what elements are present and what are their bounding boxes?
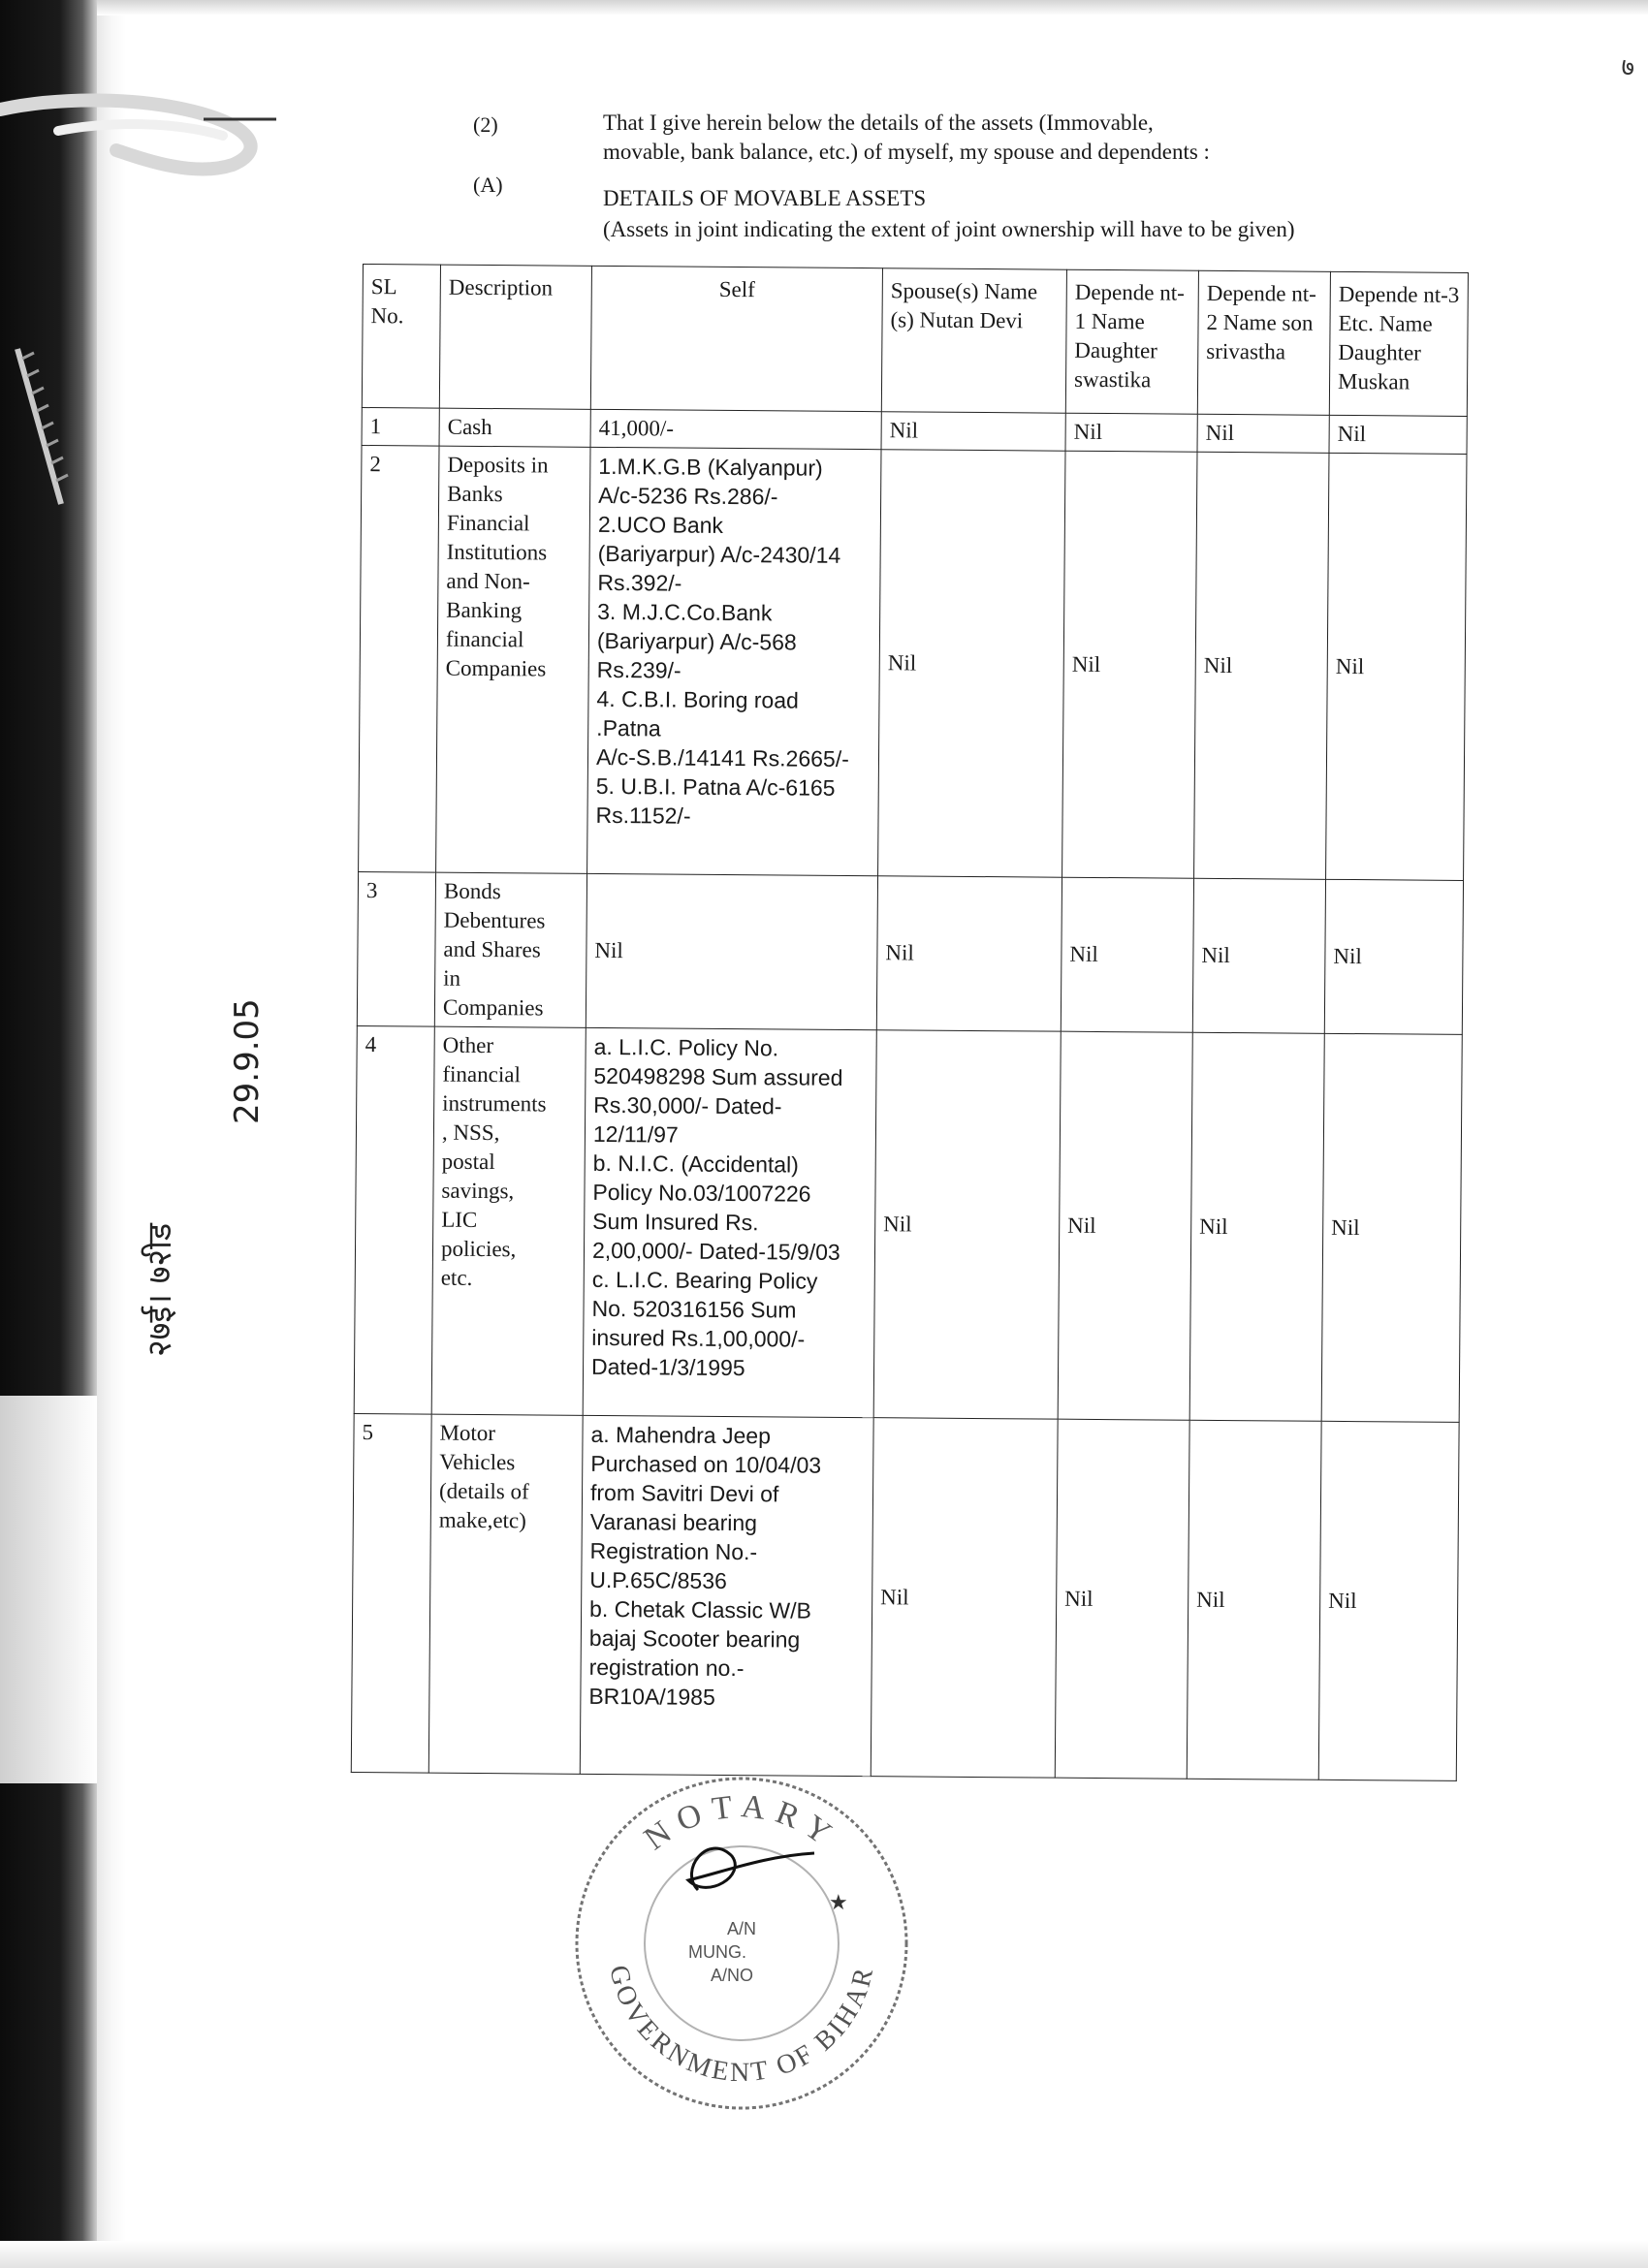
cell-sl: 3 [357, 871, 435, 1026]
cell-description: Deposits in Banks Financial Institutions and Non- Banking financial Companies [436, 446, 590, 873]
handwritten-margin-date: 29.9.05 [228, 998, 267, 1124]
cell-dependent-3: Nil [1326, 453, 1467, 880]
cell-self: 1.M.K.G.B (Kalyanpur) A/c-5236 Rs.286/- 2.UCO Bank (Bariyarpur) A/c-2430/14 Rs.392/- 3. M.J.C.Co.Bank (Bariyarpur) A/c-568 Rs.239/- 4. C.B.I. Boring road .Patna A/c-S.B./14141 Rs.2665/- 5. U.B.I. Patna A/c-6165 Rs.1152/- [587, 447, 881, 875]
table-header-row [362, 265, 1468, 417]
cell-description: Motor Vehicles (details of make,etc) [428, 1414, 583, 1774]
cell-sl: 2 [359, 445, 439, 872]
cell-dependent-1: Nil [1058, 1031, 1192, 1420]
cell-sl: 1 [362, 407, 439, 446]
underlying-paper-edge [0, 1396, 97, 1783]
cell-self: a. L.I.C. Policy No. 520498298 Sum assured Rs.30,000/- Dated- 12/11/97 b. N.I.C. (Accidental) Policy No.03/1007226 Sum Insured Rs. 2,00,000/- Dated-15/9/03 c. L.I.C. Bearing Policy No. 520316156 Sum insured Rs.1,00,000/- Dated-1/3/1995 [583, 1027, 876, 1417]
col-header-spouse: Spouse(s) Name (s) Nutan Devi [881, 268, 1066, 413]
cell-dependent-3: Nil [1321, 1033, 1462, 1422]
item-number: (2) [473, 112, 498, 137]
cell-description: Cash [439, 408, 590, 447]
cell-spouse: Nil [878, 450, 1065, 877]
cell-dependent-2: Nil [1194, 452, 1329, 879]
cell-description: Other financial instruments , NSS, postal savings, LIC policies, etc. [431, 1026, 586, 1415]
col-header-dependent-2: Depende nt-2 Name son srivastha [1197, 270, 1330, 415]
stamp-top-text: NOTARY [637, 1788, 846, 1858]
cell-dependent-1: Nil [1065, 413, 1197, 452]
page-top-shadow [97, 0, 1648, 16]
cell-sl: 5 [351, 1413, 431, 1773]
col-header-dependent-3: Depende nt-3 Etc. Name Daughter Muskan [1329, 271, 1468, 416]
col-header-dependent-1: Depende nt-1 Name Daughter swastika [1065, 269, 1198, 414]
section-title: DETAILS OF MOVABLE ASSETS [603, 186, 927, 210]
section-note: (Assets in joint indicating the extent of joint ownership will have to be given) [603, 217, 1295, 241]
item-text-line-2: movable, bank balance, etc.) of myself, my spouse and dependents : [603, 140, 1210, 164]
cell-dependent-3: Nil [1329, 415, 1467, 454]
col-header-self: Self [590, 266, 882, 411]
cell-self: a. Mahendra Jeep Purchased on 10/04/03 from Savitri Devi of Varanasi bearing Registration No.- U.P.65C/8536 b. Chetak Classic W/B bajaj Scooter bearing registration no.- BR10A/1985 [580, 1415, 873, 1776]
cell-dependent-1: Nil [1055, 1419, 1189, 1779]
notary-signature [688, 1848, 814, 1890]
cell-dependent-3: Nil [1318, 1421, 1459, 1780]
page-bottom-shadow [0, 2241, 1648, 2268]
stamp-star-icon: ★ [829, 1890, 848, 1914]
col-header-sl: SL No. [362, 265, 440, 409]
notary-stamp-seal [562, 1764, 921, 2123]
cell-dependent-2: Nil [1192, 878, 1325, 1033]
stamp-bottom-text: GOVERNMENT OF BIHAR [603, 1962, 880, 2089]
section-number: (A) [473, 173, 503, 197]
cell-sl: 4 [354, 1025, 434, 1414]
binding-string-icon [0, 92, 291, 179]
table-row-motor-vehicles [351, 1413, 1459, 1780]
cell-dependent-2: Nil [1197, 414, 1329, 453]
stamp-center-line-3: A/NO [710, 1966, 754, 1985]
cell-description: Bonds Debentures and Shares in Companies [434, 872, 586, 1027]
col-header-description: Description [439, 265, 591, 409]
page-corner-mark: ७ [1621, 53, 1634, 81]
cell-dependent-3: Nil [1324, 879, 1463, 1034]
table-row-bonds [357, 871, 1463, 1034]
binding-coil-icon [8, 339, 76, 514]
cell-spouse: Nil [876, 876, 1062, 1031]
cell-spouse: Nil [873, 1030, 1061, 1419]
cell-spouse: Nil [881, 412, 1065, 451]
cell-dependent-2: Nil [1189, 1032, 1324, 1421]
cell-spouse: Nil [871, 1418, 1058, 1778]
cell-dependent-1: Nil [1061, 877, 1193, 1032]
table-row-deposits [359, 445, 1467, 880]
cell-self: 41,000/- [590, 409, 881, 449]
stamp-center-line-2: MUNG. [688, 1942, 746, 1962]
item-text-line-1: That I give herein below the details of the assets (Immovable, [603, 110, 1154, 135]
cell-dependent-1: Nil [1062, 451, 1197, 878]
table-row-other-instruments [354, 1025, 1462, 1422]
show-through-text [1347, 136, 1353, 161]
cell-dependent-2: Nil [1187, 1420, 1321, 1780]
stamp-center-line-1: A/N [726, 1919, 757, 1938]
handwritten-margin-note: २७ई। ७२ीड [141, 1222, 179, 1357]
cell-self: Nil [586, 873, 877, 1029]
movable-assets-table [351, 264, 1469, 1781]
